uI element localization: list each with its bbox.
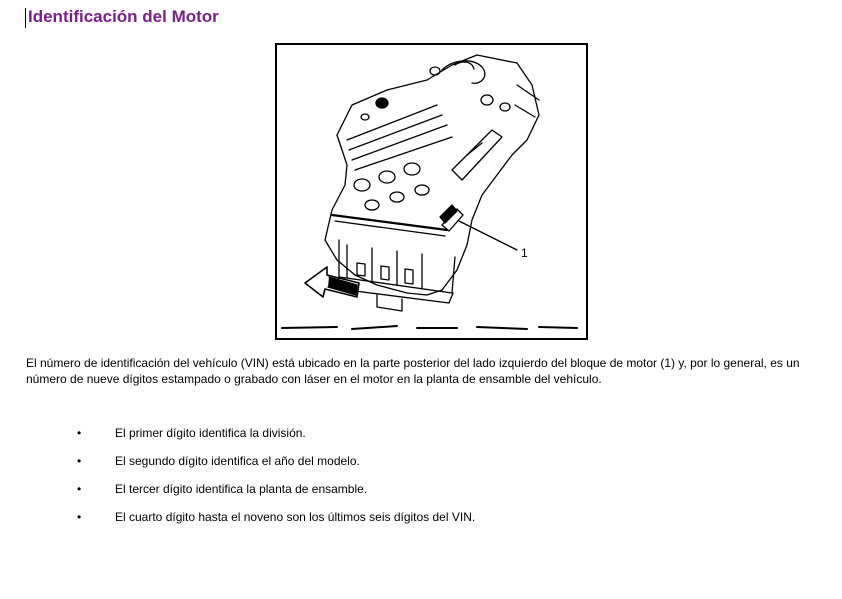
vin-location-paragraph: El número de identificación del vehículo (VIN) está ubicado en la parte posterior del lado izquierdo del bloque de motor (1) y, por lo general, es un número de nueve dígitos estampado o grabado con láser en el motor en la planta de ensamble del vehículo. — [26, 356, 800, 386]
list-item-text: El cuarto dígito hasta el noveno son los últimos seis dígitos del VIN. — [115, 510, 476, 524]
vin-digit-list — [0, 425, 842, 537]
engine-block-illustration — [277, 45, 586, 338]
text-cursor — [25, 8, 26, 28]
list-item — [0, 509, 842, 537]
list-item-text: El primer dígito identifica la división. — [115, 426, 306, 440]
list-item — [0, 453, 842, 481]
list-item — [0, 425, 842, 453]
list-item — [0, 481, 842, 509]
list-item-text: El tercer dígito identifica la planta de ensamble. — [115, 482, 368, 496]
bullet-icon: • — [77, 454, 82, 468]
figure-callout-number: 1 — [521, 246, 528, 260]
list-item-text: El segundo dígito identifica el año del modelo. — [115, 454, 360, 468]
page-title: Identificación del Motor — [28, 7, 219, 26]
bullet-icon: • — [77, 510, 82, 524]
bullet-icon: • — [77, 482, 82, 496]
bullet-icon: • — [77, 426, 82, 440]
engine-diagram-figure — [275, 43, 588, 340]
